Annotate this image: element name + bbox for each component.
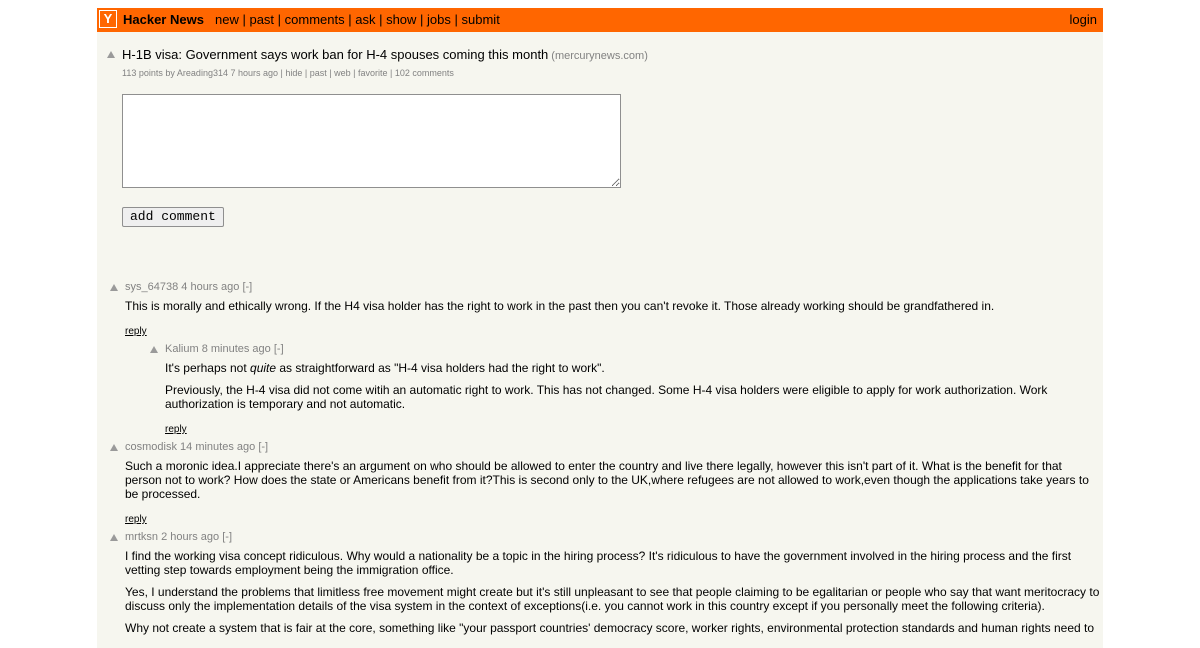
reply-link[interactable]: reply	[165, 424, 187, 435]
story-title-link[interactable]: H-1B visa: Government says work ban for H-4 spouses coming this month	[122, 47, 549, 62]
nav-show[interactable]: show	[386, 12, 417, 27]
story-hide[interactable]: hide	[285, 68, 303, 78]
login-link[interactable]: login	[1069, 12, 1097, 27]
comment-text: This is morally and ethically wrong. If the H4 visa holder has the right to work in the past then you can't revoke it. Those already working should be grandfathered in.	[125, 299, 995, 313]
comment-user[interactable]: cosmodisk	[125, 441, 177, 453]
comment-header	[165, 343, 1095, 355]
comment-toggle[interactable]: [-]	[242, 281, 253, 293]
comment-body	[125, 549, 1100, 635]
comment-body	[125, 459, 1100, 501]
story-upvote-icon[interactable]	[107, 51, 115, 58]
comment-upvote-icon[interactable]	[150, 346, 158, 353]
comment	[125, 441, 1100, 527]
comment-user[interactable]: sys_64738	[125, 281, 179, 293]
comment-body	[125, 299, 1100, 313]
story-site[interactable]: (mercurynews.com)	[551, 50, 648, 62]
nav-ask[interactable]: ask	[355, 12, 376, 27]
story-points: 113 points	[122, 68, 163, 78]
comment-user[interactable]: mrtksn	[125, 531, 158, 543]
comment-age[interactable]: 2 hours ago	[161, 531, 220, 543]
comment-text: I find the working visa concept ridiculous. Why would a nationality be a topic in the hiring process? It's ridiculous to have the government involved in the hiring process and the first vetting step towards employment being the immigration office.	[125, 549, 1072, 577]
comment	[125, 531, 1100, 643]
comment	[165, 343, 1095, 437]
comment-emphasis: quite	[250, 361, 277, 375]
comment	[125, 281, 1100, 339]
comment-header	[125, 441, 1100, 453]
comment-text: Previously, the H-4 visa did not come witih an automatic right to work. This has not changed. Some H-4 visa holders were eligible to apply for work authorization. Work authorization is temporary and not automatic.	[165, 383, 1048, 411]
nav-submit[interactable]: submit	[461, 12, 500, 27]
site-name[interactable]: Hacker News	[123, 12, 204, 27]
nav-past[interactable]: past	[249, 12, 275, 27]
reply-link[interactable]: reply	[125, 514, 147, 525]
comment-header	[125, 281, 1100, 293]
comment-textarea[interactable]	[122, 94, 621, 188]
nav-comments[interactable]: comments	[284, 12, 345, 27]
nav-jobs[interactable]: jobs	[427, 12, 451, 27]
story-past[interactable]: past	[309, 68, 327, 78]
comment-user[interactable]: Kalium	[165, 343, 199, 355]
comment-toggle[interactable]: [-]	[273, 343, 284, 355]
nav-new[interactable]: new	[215, 12, 239, 27]
comment-upvote-icon[interactable]	[110, 444, 118, 451]
comment-text-part: It's perhaps not	[165, 361, 251, 375]
reply-link[interactable]: reply	[125, 326, 147, 337]
comment-upvote-icon[interactable]	[110, 284, 118, 291]
story-title-line	[122, 47, 648, 64]
top-bar	[97, 8, 1103, 32]
story-web[interactable]: web	[334, 68, 351, 78]
comment-toggle[interactable]: [-]	[258, 441, 269, 453]
story-by: by	[165, 68, 175, 78]
comment-text: Why not create a system that is fair at the core, something like "your passport countries' democracy score, worker rights, environmental protection standards and human rights need to	[125, 621, 1095, 635]
comment-age[interactable]: 8 minutes ago	[201, 343, 271, 355]
main-nav: new | past | comments | ask | show | jobs | submit	[215, 12, 500, 27]
comment-header	[125, 531, 1100, 543]
comment-text-part: as straightforward as "H-4 visa holders had the right to work".	[276, 361, 605, 375]
comment-text	[165, 361, 1095, 375]
story-favorite[interactable]: favorite	[357, 68, 388, 78]
y-logo-icon[interactable]: Y	[99, 10, 117, 28]
story-age[interactable]: 7 hours ago	[230, 68, 279, 78]
comment-toggle[interactable]: [-]	[222, 531, 233, 543]
comment-age[interactable]: 4 hours ago	[181, 281, 240, 293]
comment-age[interactable]: 14 minutes ago	[180, 441, 256, 453]
comment-text: Such a moronic idea.I appreciate there's an argument on who should be allowed to enter the country and live there legally, however this isn't part of it. What is the benefit for that person not to work? How does the state or Americans benefit from it?This is second only to the UK,where refugees are not allowed to work,even though the applications take years to be processed.	[125, 459, 1089, 501]
story-subtext: 113 points by Areading314 7 hours ago | hide | past | web | favorite | 102 comments	[122, 68, 454, 78]
hn-page	[97, 8, 1103, 648]
story-comments-count[interactable]: 102 comments	[394, 68, 454, 78]
comment-body	[165, 361, 1095, 411]
comment-upvote-icon[interactable]	[110, 534, 118, 541]
story-user[interactable]: Areading314	[176, 68, 228, 78]
comment-text: Yes, I understand the problems that limitless free movement might create but it's still unpleasant to see that people claiming to be egalitarian or people who say that want meritocracy to discuss only the implementation details of the visa system in the context of exceptions(i.e. you cannot work in this country except if you personally meet the following criteria).	[125, 585, 1100, 613]
add-comment-button[interactable]: add comment	[122, 207, 224, 227]
